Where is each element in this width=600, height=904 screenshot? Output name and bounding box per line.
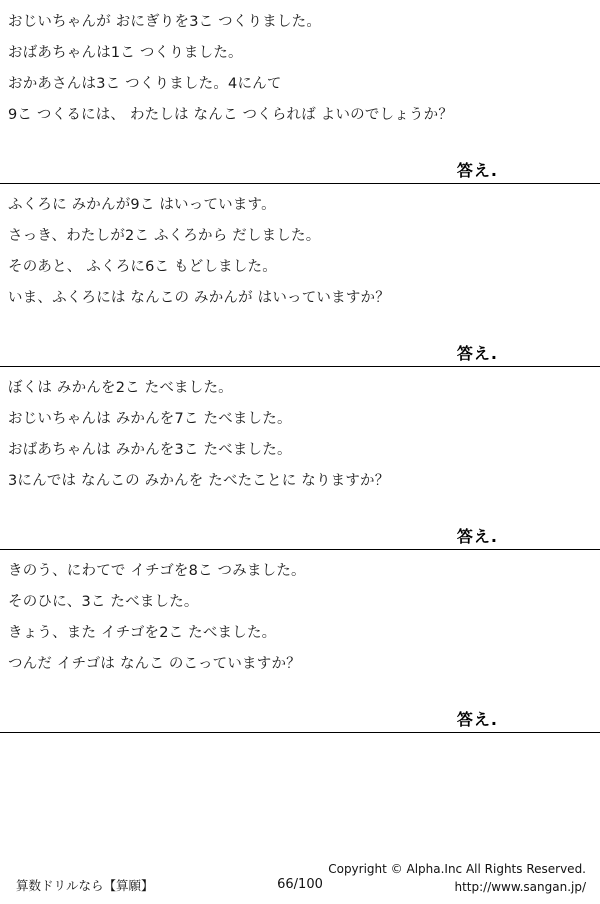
problem-3-line-4: 3にんでは なんこの みかんを たべたことに なりますか？ (8, 473, 390, 489)
problem-3-answer-row (8, 519, 592, 549)
problem-block-2 (0, 184, 600, 366)
problem-block-1 (0, 7, 600, 183)
problem-4-line-2: そのひに、3こ たべました。 (8, 594, 199, 610)
problem-4-answer-row (8, 702, 592, 732)
page-footer (0, 852, 600, 898)
problem-1-line-4: 9こ つくるには、 わたしは なんこ つくられば よいのでしょうか？ (8, 107, 454, 123)
problem-1-answer-label: 答え. (456, 161, 498, 180)
problem-3-line-3: おばあちゃんは みかんを3こ たべました。 (8, 442, 292, 458)
problem-4-gap (8, 680, 592, 702)
footer-site-label: 算数ドリルなら【算願】 (16, 878, 154, 893)
problem-3-answer-label: 答え. (456, 527, 498, 546)
problem-4-answer-label: 答え. (456, 710, 498, 729)
problem-4-line-1: きのう、にわてで イチゴを8こ つみました。 (8, 563, 306, 579)
problem-1-answer-row (8, 153, 592, 183)
problem-2-line-3: そのあと、 ふくろに6こ もどしました。 (8, 259, 277, 275)
problem-4-line-3: きょう、また イチゴを2こ たべました。 (8, 625, 277, 641)
problem-2-line-2: さっき、わたしが2こ ふくろから だしました。 (8, 228, 321, 244)
problem-3-line-2: おじいちゃんは みかんを7こ たべました。 (8, 411, 292, 427)
footer-url[interactable]: http://www.sangan.jp/ (454, 880, 586, 894)
problem-3-gap (8, 497, 592, 519)
divider-4 (0, 732, 600, 733)
problem-1-line-3: おかあさんは3こ つくりました。4にんて (8, 76, 282, 92)
problem-2-line-4: いま、ふくろには なんこの みかんが はいっていますか？ (8, 290, 390, 306)
problem-4-line-4: つんだ イチゴは なんこ のこっていますか？ (8, 656, 301, 672)
problem-2-gap (8, 314, 592, 336)
problem-3-line-1: ぼくは みかんを2こ たべました。 (8, 380, 233, 396)
problem-block-3 (0, 367, 600, 549)
footer-copyright: Copyright © Alpha.Inc All Rights Reserved. (328, 862, 586, 876)
top-padding (0, 0, 600, 7)
problem-block-4 (0, 550, 600, 732)
problem-2-answer-row (8, 336, 592, 366)
problem-2-line-1: ふくろに みかんが9こ はいっています。 (8, 197, 276, 213)
problem-1-gap (8, 131, 592, 153)
problem-2-answer-label: 答え. (456, 344, 498, 363)
problem-1-line-2: おばあちゃんは1こ つくりました。 (8, 45, 243, 61)
footer-page-number: 66/100 (277, 877, 323, 892)
problem-1-line-1: おじいちゃんが おにぎりを3こ つくりました。 (8, 14, 322, 30)
